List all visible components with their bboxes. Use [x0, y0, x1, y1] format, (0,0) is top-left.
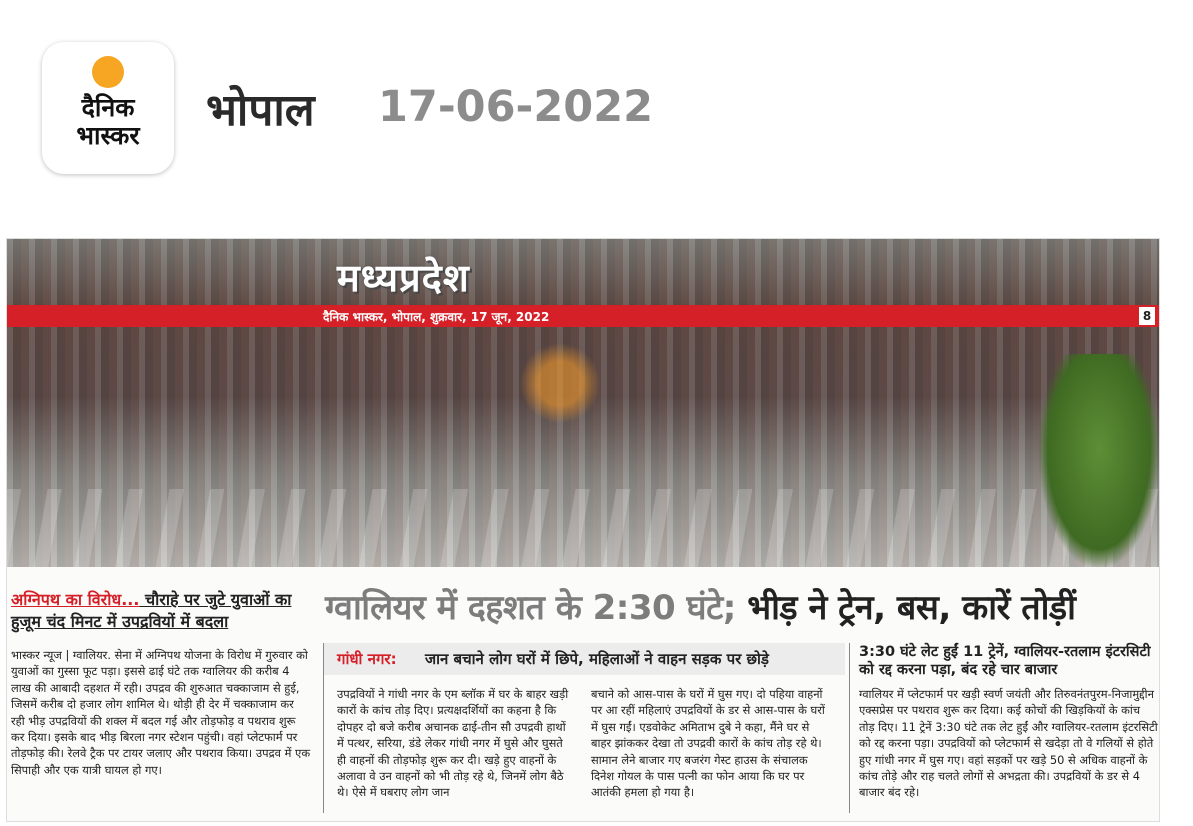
- dainik-bhaskar-logo: [42, 42, 174, 174]
- edition-date: 17-06-2022: [378, 82, 654, 132]
- column-divider: [323, 643, 324, 813]
- section-title: मध्यप्रदेश: [337, 256, 470, 300]
- street-crossing-stripes: [7, 489, 1159, 567]
- sub-kicker: गांधी नगर:: [337, 650, 397, 668]
- main-headline: [325, 583, 1075, 629]
- tree-image: [1039, 354, 1159, 567]
- page-header-text: दैनिक भास्कर, भोपाल, शुक्रवार, 17 जून, 2022: [323, 310, 550, 324]
- main-headline-dark: भीड़ ने ट्रेन, बस, कारें तोड़ीं: [735, 588, 1076, 628]
- main-headline-grey: ग्वालियर में दहशत के 2:30 घंटे;: [325, 588, 736, 628]
- side-article-body: भास्कर न्यूज | ग्वालियर. सेना में अग्निपथ योजना के विरोध में गुरुवार को युवाओं का गुस्सा फूट पड़ा। इससे ढाई घंटे तक ग्वालियर की करीब 4 लाख की आबादी दहशत में रही। उपद्रव की शुरुआत चक्काजाम से हुई, जिसमें करीब दो हजार लोग शामिल थे। थोड़ी ही देर में चक्काजाम कर रही भीड़ उपद्रवियों की शक्ल में बदल गई और तोड़फोड़ व पथराव शुरू कर दिया। इसके बाद भीड़ बिरला नगर स्टेशन पहुंची। वहां प्लेटफार्म पर तोड़फोड़ की। रेलवे ट्रैक पर टायर जलाए और पथराव किया। उपद्रव में एक सिपाही और एक यात्री घायल हो गए।: [11, 648, 311, 777]
- logo-text-line1: दैनिक: [81, 93, 135, 122]
- side-headline-text: चौराहे पर जुटे युवाओं का हुजूम चंद मिनट में उपद्रवियों में बदला: [11, 590, 292, 631]
- page-number: 8: [1139, 307, 1155, 325]
- page-header-band: [7, 305, 1159, 327]
- sun-icon: [92, 56, 124, 88]
- newspaper-clipping: [6, 238, 1160, 822]
- logo-text-line2: भास्कर: [76, 121, 140, 150]
- right-headline: 3:30 घंटे लेट हुईं 11 ट्रेनें, ग्वालियर-रतलाम इंटरसिटी को रद्द करना पड़ा, बंद रहे चार बाजार: [859, 644, 1151, 678]
- crowd-photo: [7, 239, 1159, 567]
- column-divider: [849, 643, 850, 813]
- side-kicker: अग्निपथ का विरोध...: [11, 590, 140, 609]
- article-column-1: उपद्रवियों ने गांधी नगर के एम ब्लॉक में घर के बाहर खड़ी कारों के कांच तोड़ दिए। प्रत्यक्षदर्शियों का कहना है कि दोपहर दो बजे करीब अचानक ढाई-तीन सौ उपद्रवी हाथों में पत्थर, सरिया, डंडे लेकर गांधी नगर में घुसे और घुसते ही वाहनों की तोड़फोड़ शुरू कर दी। खड़े हुए वाहनों के अलावा वे उन वाहनों को भी तोड़ रहे थे, जिनमें लोग बैठे थे। ऐसे में घबराए लोग जान: [337, 687, 569, 800]
- right-article-body: ग्वालियर में प्लेटफार्म पर खड़ी स्वर्ण जयंती और तिरुवनंतपुरम-निजामुद्दीन एक्सप्रेस पर पथराव शुरू कर दिया। कई कोचों की खिड़कियों के कांच तोड़ दिए। 11 ट्रेनें 3:30 घंटे तक लेट हुईं और ग्वालियर-रतलाम इंटरसिटी को रद्द करना पड़ा। उपद्रवियों को प्लेटफार्म से खदेड़ा तो वे गलियों से होते हुए गांधी नगर में घुस गए। वहां सड़कों पर खड़े 50 से अधिक वाहनों के कांच तोड़े और राह चलते लोगों से अभद्रता की। उपद्रवियों के डर से 4 बाजार बंद रहे।: [859, 687, 1158, 800]
- sub-headline: जान बचाने लोग घरों में छिपे, महिलाओं ने वाहन सड़क पर छोड़े: [425, 650, 769, 668]
- side-headline: [11, 589, 311, 633]
- subheadline-bar: [323, 643, 845, 675]
- edition-city: भोपाल: [206, 85, 315, 136]
- article-column-2: बचाने को आस-पास के घरों में घुस गए। दो पहिया वाहनों पर आ रहीं महिलाएं उपद्रवियों के डर से आस-पास के घरों में घुस गईं। एडवोकेट अमिताभ दुबे ने कहा, मैंने घर से बाहर झांककर देखा तो उपद्रवी कारों के कांच तोड़ रहे थे। सामान लेने बाजार गए बजरंग गेस्ट हाउस के संचालक दिनेश गोयल के पास पत्नी का फोन आया कि घर पर आतंकी हमला हो गया है।: [591, 687, 825, 800]
